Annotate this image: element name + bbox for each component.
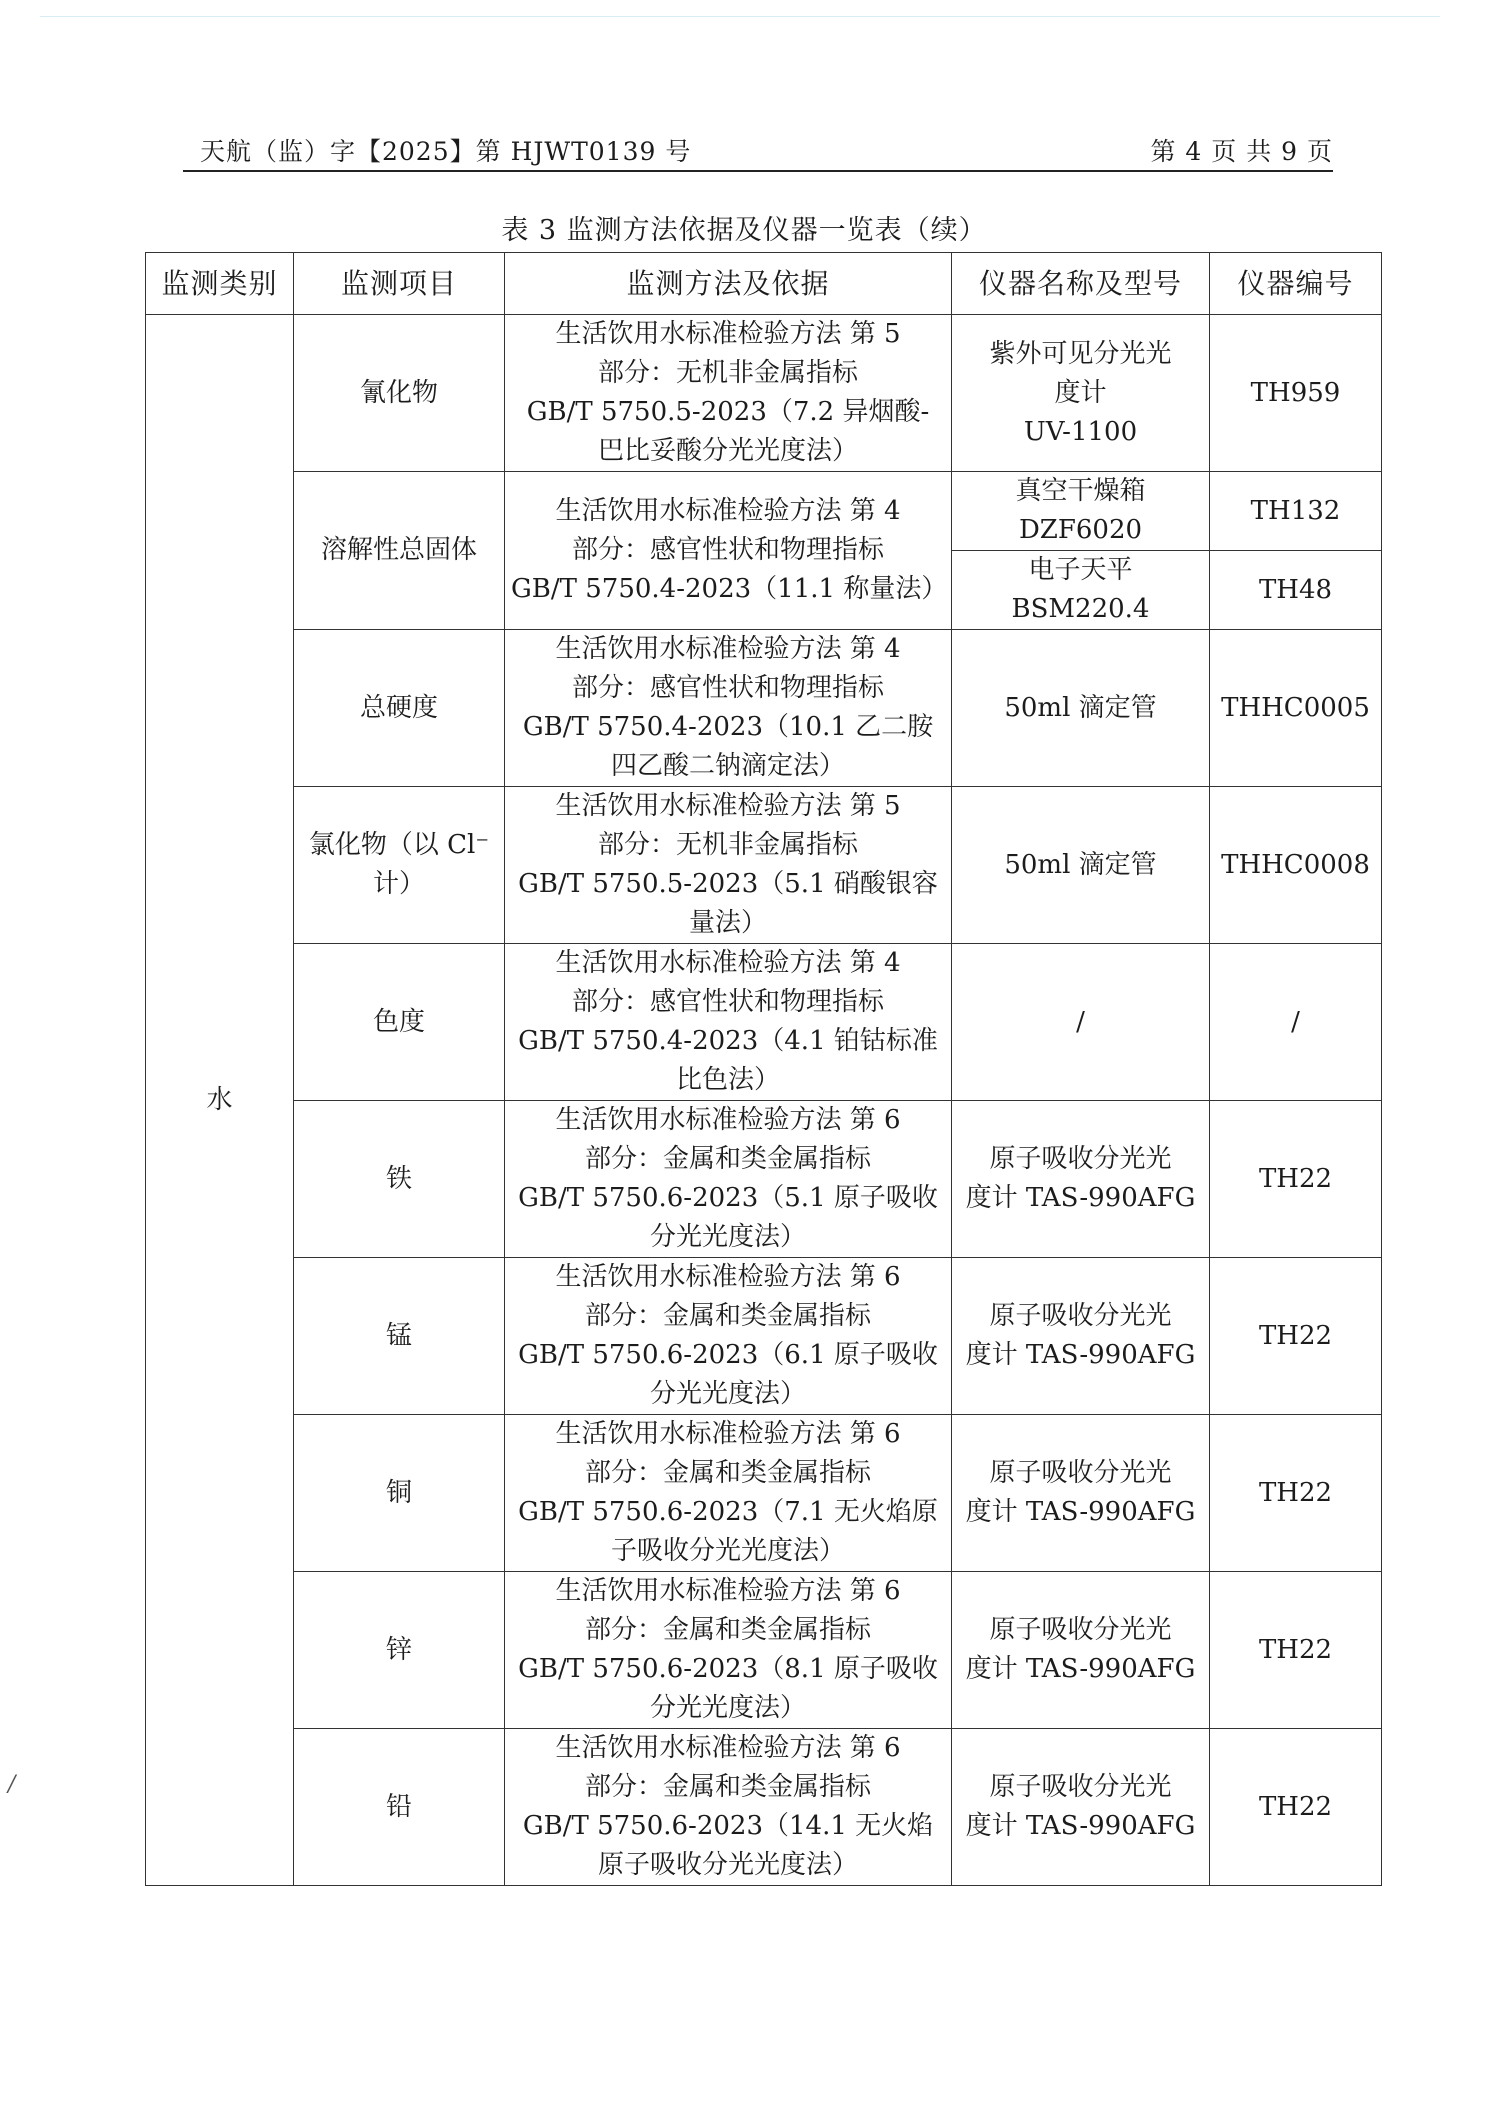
instrument-cell-line: / [1076,1006,1085,1037]
method-cell-line: 生活饮用水标准检验方法 第 6 [555,1105,901,1135]
instrument-cell [952,787,1210,944]
instrument-id-cell-line: TH22 [1258,1477,1333,1508]
method-cell-line: GB/T 5750.6-2023（6.1 原子吸收 [518,1340,938,1370]
method-cell-line: GB/T 5750.4-2023（10.1 乙二胺 [522,712,934,742]
method-cell-line: 分光光度法） [649,1693,806,1723]
instrument-cell-line: UV-1100 [1023,416,1138,447]
instrument-cell-line: 原子吸收分光光 [989,1301,1172,1331]
column-header: 仪器编号 [1210,253,1382,315]
instrument-cell-line: 度计 TAS-990AFG [965,1811,1196,1841]
table-row [146,1572,1382,1729]
instrument-id-cell-line: TH22 [1258,1320,1333,1351]
table-row [146,315,1382,472]
instrument-id-cell [1210,630,1382,787]
item-cell-line: 溶解性总固体 [320,535,477,565]
method-cell-line: 比色法） [675,1065,780,1095]
table-header-row [146,253,1382,315]
method-cell-line: GB/T 5750.6-2023（5.1 原子吸收 [518,1183,938,1213]
instrument-cell-line: 电子天平 [1028,555,1133,585]
instrument-id-cell-line: THHC0005 [1221,692,1370,723]
instrument-cell-line: DZF6020 [1018,515,1143,545]
method-cell-line: 部分：金属和类金属指标 [584,1301,871,1331]
method-cell-line: 生活饮用水标准检验方法 第 4 [555,496,901,526]
method-cell-line: 四乙酸二钠滴定法） [610,751,845,781]
instrument-cell [952,551,1210,630]
item-cell [294,1729,505,1886]
method-cell-line: 原子吸收分光光度法） [597,1850,858,1880]
instrument-cell-line: 度计 TAS-990AFG [965,1654,1196,1684]
method-cell-line: GB/T 5750.6-2023（7.1 无火焰原 [518,1497,938,1527]
instrument-cell [952,1729,1210,1886]
instrument-cell-line: 原子吸收分光光 [989,1144,1172,1174]
method-cell [505,787,952,944]
instrument-id-cell [1210,1572,1382,1729]
instrument-cell [952,1101,1210,1258]
instrument-id-cell [1210,1415,1382,1572]
method-cell-line: 巴比妥酸分光光度法） [597,436,858,466]
item-cell-line: 锌 [385,1634,412,1665]
method-cell-line: 部分：金属和类金属指标 [584,1615,871,1645]
method-cell-line: 部分：金属和类金属指标 [584,1458,871,1488]
method-cell-line: 生活饮用水标准检验方法 第 4 [555,948,901,978]
item-cell-line: 总硬度 [359,692,438,723]
method-cell-line: 部分：感官性状和物理指标 [571,535,884,565]
method-cell [505,472,952,630]
method-cell [505,1729,952,1886]
item-cell [294,787,505,944]
method-cell-line: 生活饮用水标准检验方法 第 6 [555,1576,901,1606]
method-cell-line: GB/T 5750.6-2023（14.1 无火焰 [522,1811,934,1841]
item-cell [294,630,505,787]
method-cell [505,1258,952,1415]
item-cell [294,315,505,472]
instrument-id-cell [1210,787,1382,944]
instrument-id-cell [1210,1729,1382,1886]
instrument-id-cell-line: TH48 [1258,574,1333,605]
method-cell-line: 部分：无机非金属指标 [597,358,858,388]
instrument-id-cell [1210,1101,1382,1258]
table-row [146,1101,1382,1258]
method-cell [505,315,952,472]
method-cell [505,1572,952,1729]
item-cell-line: 铁 [385,1163,412,1194]
method-cell [505,1415,952,1572]
method-cell-line: 分光光度法） [649,1222,806,1252]
table-row [146,630,1382,787]
table-title: 表 3 监测方法依据及仪器一览表（续） [501,215,987,246]
instrument-id-cell-line: TH22 [1258,1634,1333,1665]
instrument-cell [952,1415,1210,1572]
method-cell-line: GB/T 5750.4-2023（4.1 铂钴标准 [518,1026,938,1056]
table-row [146,1258,1382,1415]
category-cell: 水 [146,315,294,1886]
instrument-id-cell [1210,944,1382,1101]
method-cell-line: 生活饮用水标准检验方法 第 6 [555,1733,901,1763]
document-id: 天航（监）字【2025】第 HJWT0139 号 [200,137,692,166]
instrument-id-cell [1210,315,1382,472]
instrument-cell-line: 度计 TAS-990AFG [965,1183,1196,1213]
instrument-cell [952,472,1210,551]
table-row [146,787,1382,944]
instrument-cell-line: 度计 TAS-990AFG [965,1340,1196,1370]
instrument-id-cell-line: / [1291,1006,1300,1037]
instrument-cell-line: 原子吸收分光光 [989,1458,1172,1488]
instrument-id-cell-line: THHC0008 [1221,849,1370,880]
item-cell [294,944,505,1101]
method-cell-line: 生活饮用水标准检验方法 第 5 [555,791,901,821]
table-row [146,1729,1382,1886]
instrument-cell [952,315,1210,472]
column-header: 监测方法及依据 [505,253,952,315]
item-cell-line: 氯化物（以 Cl⁻计） [308,830,490,899]
method-cell-line: 生活饮用水标准检验方法 第 6 [555,1262,901,1292]
method-cell-line: 子吸收分光光度法） [610,1536,845,1566]
instrument-id-cell-line: TH22 [1258,1791,1333,1822]
method-cell-line: 部分：金属和类金属指标 [584,1772,871,1802]
item-cell-line: 氰化物 [359,377,438,408]
instrument-id-cell-line: TH959 [1250,377,1341,408]
method-cell-line: 生活饮用水标准检验方法 第 4 [555,634,901,664]
method-cell-line: 部分：金属和类金属指标 [584,1144,871,1174]
method-cell-line: 部分：感官性状和物理指标 [571,673,884,703]
column-header: 监测项目 [294,253,505,315]
instrument-cell-line: 度计 TAS-990AFG [965,1497,1196,1527]
method-cell [505,630,952,787]
instrument-cell-line: 50ml 滴定管 [1004,849,1157,880]
method-cell-line: 部分：感官性状和物理指标 [571,987,884,1017]
method-cell-line: 分光光度法） [649,1379,806,1409]
item-cell [294,1258,505,1415]
method-cell-line: GB/T 5750.5-2023（5.1 硝酸银容 [518,869,938,899]
method-cell [505,1101,952,1258]
item-cell [294,1415,505,1572]
methods-table [145,252,1382,1886]
margin-mark: / [8,1772,16,1797]
method-cell-line: 量法） [688,908,767,938]
instrument-cell-line: 原子吸收分光光 [989,1772,1172,1802]
instrument-id-cell [1210,472,1382,551]
method-cell-line: GB/T 5750.4-2023（11.1 称量法） [511,574,948,604]
method-cell-line: 部分：无机非金属指标 [597,830,858,860]
instrument-cell-line: 真空干燥箱 [1015,476,1146,506]
method-cell-line: GB/T 5750.5-2023（7.2 异烟酸- [526,397,930,427]
method-cell-line: GB/T 5750.6-2023（8.1 原子吸收 [518,1654,938,1684]
instrument-cell-line: BSM220.4 [1011,594,1150,624]
instrument-id-cell [1210,551,1382,630]
method-cell-line: 生活饮用水标准检验方法 第 6 [555,1419,901,1449]
item-cell-line: 锰 [385,1320,412,1351]
item-cell [294,1101,505,1258]
table-row [146,472,1382,551]
instrument-id-cell-line: TH22 [1258,1163,1333,1194]
item-cell [294,1572,505,1729]
column-header: 仪器名称及型号 [952,253,1210,315]
instrument-cell [952,1258,1210,1415]
instrument-cell [952,1572,1210,1729]
item-cell-line: 铜 [385,1477,412,1508]
column-header: 监测类别 [146,253,294,315]
item-cell [294,472,505,630]
instrument-cell-line: 50ml 滴定管 [1004,692,1157,723]
item-cell-line: 色度 [372,1006,425,1037]
instrument-id-cell [1210,1258,1382,1415]
page-number: 第 4 页 共 9 页 [1150,137,1333,166]
instrument-cell-line: 原子吸收分光光 [989,1615,1172,1645]
instrument-cell-line: 度计 [1054,377,1107,408]
method-cell-line: 生活饮用水标准检验方法 第 5 [555,319,901,349]
scan-edge [40,16,1440,18]
item-cell-line: 铅 [385,1791,412,1822]
table-row [146,944,1382,1101]
method-cell [505,944,952,1101]
instrument-cell-line: 紫外可见分光光 [989,338,1172,369]
instrument-cell [952,944,1210,1101]
instrument-id-cell-line: TH132 [1250,495,1341,526]
table-row [146,1415,1382,1572]
instrument-cell [952,630,1210,787]
